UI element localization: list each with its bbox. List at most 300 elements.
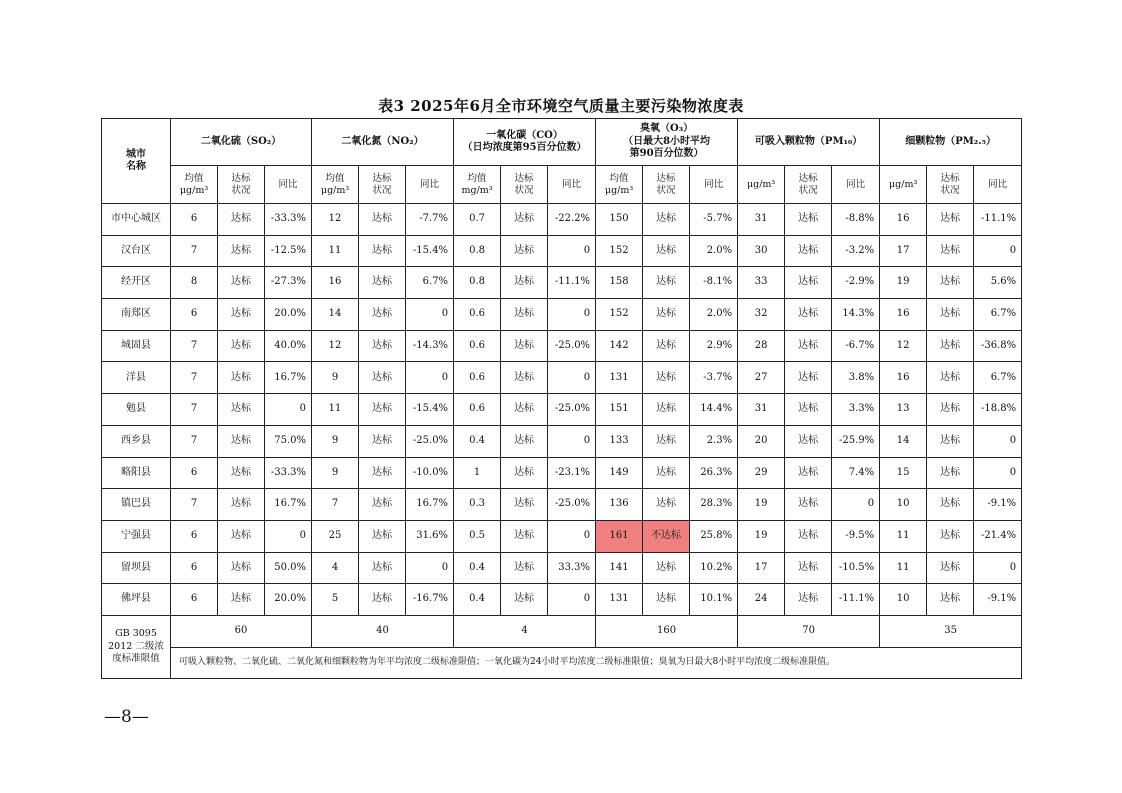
yoy-cell: -25.0% bbox=[548, 394, 596, 426]
status-cell: 达标 bbox=[501, 235, 548, 267]
value-cell: 0.5 bbox=[454, 520, 501, 552]
status-cell: 达标 bbox=[643, 362, 690, 394]
yoy-cell: -25.0% bbox=[548, 330, 596, 362]
standard-limit-cell: 40 bbox=[312, 615, 454, 647]
status-header: 达标 状况 bbox=[218, 166, 265, 204]
status-cell: 不达标 bbox=[643, 520, 690, 552]
yoy-cell: -23.1% bbox=[548, 457, 596, 489]
yoy-cell: 16.7% bbox=[406, 489, 454, 521]
yoy-cell: 7.4% bbox=[832, 457, 880, 489]
status-cell: 达标 bbox=[785, 235, 832, 267]
value-cell: 6 bbox=[171, 299, 218, 331]
value-cell: 9 bbox=[312, 457, 359, 489]
yoy-cell: -11.1% bbox=[974, 204, 1022, 236]
status-cell: 达标 bbox=[785, 552, 832, 584]
status-cell: 达标 bbox=[785, 394, 832, 426]
table-row bbox=[102, 235, 1022, 267]
city-name-cell: 略阳县 bbox=[102, 457, 171, 489]
value-cell: 27 bbox=[738, 362, 785, 394]
value-cell: 1 bbox=[454, 457, 501, 489]
yoy-cell: 3.3% bbox=[832, 394, 880, 426]
status-cell: 达标 bbox=[218, 362, 265, 394]
status-cell: 达标 bbox=[218, 330, 265, 362]
status-cell: 达标 bbox=[359, 330, 406, 362]
status-cell: 达标 bbox=[359, 204, 406, 236]
yoy-cell: -2.9% bbox=[832, 267, 880, 299]
value-cell: 131 bbox=[596, 362, 643, 394]
status-header: 达标 状况 bbox=[501, 166, 548, 204]
status-cell: 达标 bbox=[643, 330, 690, 362]
city-name-cell: 勉县 bbox=[102, 394, 171, 426]
table-row bbox=[102, 457, 1022, 489]
value-cell: 31 bbox=[738, 394, 785, 426]
status-cell: 达标 bbox=[501, 552, 548, 584]
table-body bbox=[102, 204, 1022, 616]
header-group-row bbox=[102, 119, 1022, 166]
status-cell: 达标 bbox=[501, 267, 548, 299]
status-cell: 达标 bbox=[218, 584, 265, 616]
status-cell: 达标 bbox=[218, 235, 265, 267]
yoy-cell: -36.8% bbox=[974, 330, 1022, 362]
co-group-header: 一氧化碳（CO） （日均浓度第95百分位数） bbox=[454, 119, 596, 166]
status-header: 达标 状况 bbox=[359, 166, 406, 204]
status-cell: 达标 bbox=[501, 520, 548, 552]
value-cell: 0.4 bbox=[454, 552, 501, 584]
unit-header: 均值 mg/m³ bbox=[454, 166, 501, 204]
yoy-cell: 26.3% bbox=[690, 457, 738, 489]
yoy-cell: 6.7% bbox=[974, 299, 1022, 331]
status-cell: 达标 bbox=[643, 457, 690, 489]
city-name-cell: 经开区 bbox=[102, 267, 171, 299]
status-cell: 达标 bbox=[359, 362, 406, 394]
status-cell: 达标 bbox=[359, 552, 406, 584]
value-cell: 7 bbox=[312, 489, 359, 521]
status-cell: 达标 bbox=[218, 520, 265, 552]
value-cell: 0.8 bbox=[454, 267, 501, 299]
value-cell: 0.4 bbox=[454, 584, 501, 616]
yoy-cell: 0 bbox=[406, 552, 454, 584]
yoy-cell: -25.0% bbox=[548, 489, 596, 521]
yoy-cell: -3.2% bbox=[832, 235, 880, 267]
yoy-cell: -9.1% bbox=[974, 489, 1022, 521]
status-cell: 达标 bbox=[927, 362, 974, 394]
standard-limit-cell: 4 bbox=[454, 615, 596, 647]
value-cell: 16 bbox=[880, 204, 927, 236]
yoy-header: 同比 bbox=[832, 166, 880, 204]
status-cell: 达标 bbox=[218, 425, 265, 457]
yoy-cell: 75.0% bbox=[265, 425, 312, 457]
value-cell: 142 bbox=[596, 330, 643, 362]
status-cell: 达标 bbox=[785, 489, 832, 521]
status-cell: 达标 bbox=[927, 330, 974, 362]
status-cell: 达标 bbox=[501, 584, 548, 616]
yoy-cell: 0 bbox=[548, 584, 596, 616]
table-row bbox=[102, 552, 1022, 584]
yoy-cell: 14.3% bbox=[832, 299, 880, 331]
page-number: —8— bbox=[104, 707, 149, 727]
status-cell: 达标 bbox=[218, 299, 265, 331]
status-cell: 达标 bbox=[927, 267, 974, 299]
city-name-cell: 佛坪县 bbox=[102, 584, 171, 616]
value-cell: 158 bbox=[596, 267, 643, 299]
yoy-cell: 0 bbox=[974, 235, 1022, 267]
yoy-cell: 10.1% bbox=[690, 584, 738, 616]
value-cell: 133 bbox=[596, 425, 643, 457]
value-cell: 11 bbox=[880, 552, 927, 584]
status-cell: 达标 bbox=[927, 394, 974, 426]
yoy-cell: 0 bbox=[406, 299, 454, 331]
value-cell: 17 bbox=[738, 552, 785, 584]
value-cell: 10 bbox=[880, 584, 927, 616]
yoy-header: 同比 bbox=[548, 166, 596, 204]
yoy-cell: 0 bbox=[974, 552, 1022, 584]
status-cell: 达标 bbox=[218, 394, 265, 426]
value-cell: 150 bbox=[596, 204, 643, 236]
city-name-cell: 西乡县 bbox=[102, 425, 171, 457]
status-header: 达标 状况 bbox=[785, 166, 832, 204]
city-column-header: 城市 名称 bbox=[102, 119, 171, 204]
value-cell: 9 bbox=[312, 362, 359, 394]
value-cell: 7 bbox=[171, 394, 218, 426]
value-cell: 6 bbox=[171, 457, 218, 489]
table-row bbox=[102, 394, 1022, 426]
yoy-cell: -5.7% bbox=[690, 204, 738, 236]
status-cell: 达标 bbox=[927, 584, 974, 616]
table-row bbox=[102, 489, 1022, 521]
status-cell: 达标 bbox=[359, 489, 406, 521]
standard-limit-cell: 70 bbox=[738, 615, 880, 647]
status-cell: 达标 bbox=[643, 489, 690, 521]
yoy-cell: 20.0% bbox=[265, 584, 312, 616]
standard-note-row bbox=[102, 647, 1022, 678]
status-cell: 达标 bbox=[359, 235, 406, 267]
yoy-header: 同比 bbox=[974, 166, 1022, 204]
city-name-cell: 镇巴县 bbox=[102, 489, 171, 521]
pm10-group-header: 可吸入颗粒物（PM₁₀） bbox=[738, 119, 880, 166]
yoy-cell: 28.3% bbox=[690, 489, 738, 521]
value-cell: 152 bbox=[596, 235, 643, 267]
status-cell: 达标 bbox=[785, 584, 832, 616]
yoy-cell: 2.0% bbox=[690, 235, 738, 267]
value-cell: 32 bbox=[738, 299, 785, 331]
table-row bbox=[102, 362, 1022, 394]
status-cell: 达标 bbox=[501, 394, 548, 426]
status-cell: 达标 bbox=[785, 425, 832, 457]
value-cell: 19 bbox=[738, 520, 785, 552]
yoy-cell: -16.7% bbox=[406, 584, 454, 616]
yoy-cell: 10.2% bbox=[690, 552, 738, 584]
yoy-cell: 0 bbox=[548, 362, 596, 394]
value-cell: 7 bbox=[171, 330, 218, 362]
status-cell: 达标 bbox=[501, 489, 548, 521]
value-cell: 161 bbox=[596, 520, 643, 552]
value-cell: 7 bbox=[171, 425, 218, 457]
status-header: 达标 状况 bbox=[643, 166, 690, 204]
value-cell: 0.6 bbox=[454, 362, 501, 394]
yoy-cell: 14.4% bbox=[690, 394, 738, 426]
status-cell: 达标 bbox=[359, 584, 406, 616]
standard-limit-cell: 35 bbox=[880, 615, 1022, 647]
yoy-cell: 0 bbox=[974, 425, 1022, 457]
value-cell: 16 bbox=[312, 267, 359, 299]
city-name-cell: 汉台区 bbox=[102, 235, 171, 267]
standard-limit-cell: 160 bbox=[596, 615, 738, 647]
yoy-cell: 6.7% bbox=[974, 362, 1022, 394]
status-cell: 达标 bbox=[785, 204, 832, 236]
value-cell: 131 bbox=[596, 584, 643, 616]
value-cell: 7 bbox=[171, 362, 218, 394]
standard-limit-cell: 60 bbox=[171, 615, 312, 647]
table-row bbox=[102, 584, 1022, 616]
yoy-header: 同比 bbox=[690, 166, 738, 204]
value-cell: 11 bbox=[312, 235, 359, 267]
yoy-cell: 0 bbox=[548, 299, 596, 331]
value-cell: 4 bbox=[312, 552, 359, 584]
value-cell: 14 bbox=[312, 299, 359, 331]
yoy-cell: 0 bbox=[974, 457, 1022, 489]
status-cell: 达标 bbox=[359, 394, 406, 426]
value-cell: 6 bbox=[171, 204, 218, 236]
yoy-cell: -25.9% bbox=[832, 425, 880, 457]
status-cell: 达标 bbox=[218, 552, 265, 584]
status-cell: 达标 bbox=[785, 330, 832, 362]
status-cell: 达标 bbox=[927, 425, 974, 457]
status-cell: 达标 bbox=[927, 204, 974, 236]
yoy-cell: -14.3% bbox=[406, 330, 454, 362]
value-cell: 6 bbox=[171, 552, 218, 584]
status-cell: 达标 bbox=[359, 457, 406, 489]
value-cell: 28 bbox=[738, 330, 785, 362]
status-cell: 达标 bbox=[643, 267, 690, 299]
value-cell: 25 bbox=[312, 520, 359, 552]
status-cell: 达标 bbox=[785, 520, 832, 552]
status-cell: 达标 bbox=[927, 235, 974, 267]
status-cell: 达标 bbox=[643, 204, 690, 236]
status-cell: 达标 bbox=[501, 330, 548, 362]
status-cell: 达标 bbox=[359, 267, 406, 299]
yoy-cell: 0 bbox=[548, 235, 596, 267]
status-cell: 达标 bbox=[643, 584, 690, 616]
yoy-cell: 0 bbox=[265, 394, 312, 426]
unit-header: μg/m³ bbox=[880, 166, 927, 204]
value-cell: 11 bbox=[880, 520, 927, 552]
yoy-cell: -8.1% bbox=[690, 267, 738, 299]
value-cell: 149 bbox=[596, 457, 643, 489]
status-cell: 达标 bbox=[785, 267, 832, 299]
yoy-cell: 0 bbox=[548, 425, 596, 457]
value-cell: 152 bbox=[596, 299, 643, 331]
yoy-cell: 6.7% bbox=[406, 267, 454, 299]
value-cell: 6 bbox=[171, 520, 218, 552]
status-cell: 达标 bbox=[501, 362, 548, 394]
value-cell: 15 bbox=[880, 457, 927, 489]
value-cell: 7 bbox=[171, 235, 218, 267]
status-cell: 达标 bbox=[927, 457, 974, 489]
status-cell: 达标 bbox=[785, 457, 832, 489]
table-title: 表3 2025年6月全市环境空气质量主要污染物浓度表 bbox=[378, 97, 744, 115]
status-header: 达标 状况 bbox=[927, 166, 974, 204]
yoy-cell: -10.5% bbox=[832, 552, 880, 584]
status-cell: 达标 bbox=[643, 299, 690, 331]
value-cell: 0.6 bbox=[454, 394, 501, 426]
status-cell: 达标 bbox=[643, 425, 690, 457]
pollutant-concentration-table bbox=[101, 118, 1022, 679]
yoy-cell: 40.0% bbox=[265, 330, 312, 362]
yoy-cell: -3.7% bbox=[690, 362, 738, 394]
value-cell: 9 bbox=[312, 425, 359, 457]
city-name-cell: 宁强县 bbox=[102, 520, 171, 552]
value-cell: 151 bbox=[596, 394, 643, 426]
yoy-cell: 50.0% bbox=[265, 552, 312, 584]
city-name-cell: 洋县 bbox=[102, 362, 171, 394]
yoy-cell: -15.4% bbox=[406, 394, 454, 426]
value-cell: 19 bbox=[880, 267, 927, 299]
value-cell: 0.3 bbox=[454, 489, 501, 521]
value-cell: 13 bbox=[880, 394, 927, 426]
yoy-cell: -7.7% bbox=[406, 204, 454, 236]
status-cell: 达标 bbox=[927, 489, 974, 521]
value-cell: 24 bbox=[738, 584, 785, 616]
status-cell: 达标 bbox=[927, 552, 974, 584]
status-cell: 达标 bbox=[927, 299, 974, 331]
unit-header: 均值 μg/m³ bbox=[312, 166, 359, 204]
status-cell: 达标 bbox=[218, 267, 265, 299]
yoy-cell: -25.0% bbox=[406, 425, 454, 457]
status-cell: 达标 bbox=[643, 394, 690, 426]
status-cell: 达标 bbox=[359, 520, 406, 552]
yoy-cell: 16.7% bbox=[265, 489, 312, 521]
yoy-cell: 3.8% bbox=[832, 362, 880, 394]
value-cell: 0.6 bbox=[454, 330, 501, 362]
value-cell: 6 bbox=[171, 584, 218, 616]
status-cell: 达标 bbox=[501, 299, 548, 331]
yoy-cell: 2.9% bbox=[690, 330, 738, 362]
city-name-cell: 市中心城区 bbox=[102, 204, 171, 236]
yoy-cell: 20.0% bbox=[265, 299, 312, 331]
standard-limit-row bbox=[102, 615, 1022, 647]
yoy-cell: -8.8% bbox=[832, 204, 880, 236]
yoy-cell: 0 bbox=[832, 489, 880, 521]
yoy-cell: -11.1% bbox=[548, 267, 596, 299]
value-cell: 0.7 bbox=[454, 204, 501, 236]
value-cell: 16 bbox=[880, 362, 927, 394]
value-cell: 16 bbox=[880, 299, 927, 331]
value-cell: 20 bbox=[738, 425, 785, 457]
status-cell: 达标 bbox=[218, 457, 265, 489]
yoy-cell: -33.3% bbox=[265, 457, 312, 489]
status-cell: 达标 bbox=[785, 362, 832, 394]
status-cell: 达标 bbox=[927, 520, 974, 552]
yoy-cell: -10.0% bbox=[406, 457, 454, 489]
table-row bbox=[102, 299, 1022, 331]
header-sub-row bbox=[102, 166, 1022, 204]
status-cell: 达标 bbox=[218, 489, 265, 521]
status-cell: 达标 bbox=[501, 204, 548, 236]
yoy-cell: 2.3% bbox=[690, 425, 738, 457]
yoy-cell: 0 bbox=[406, 362, 454, 394]
yoy-cell: 33.3% bbox=[548, 552, 596, 584]
value-cell: 141 bbox=[596, 552, 643, 584]
yoy-cell: 2.0% bbox=[690, 299, 738, 331]
yoy-header: 同比 bbox=[265, 166, 312, 204]
yoy-cell: -27.3% bbox=[265, 267, 312, 299]
value-cell: 136 bbox=[596, 489, 643, 521]
status-cell: 达标 bbox=[643, 552, 690, 584]
value-cell: 12 bbox=[312, 204, 359, 236]
yoy-cell: 0 bbox=[548, 520, 596, 552]
table-row bbox=[102, 425, 1022, 457]
yoy-cell: 5.6% bbox=[974, 267, 1022, 299]
value-cell: 10 bbox=[880, 489, 927, 521]
yoy-cell: -33.3% bbox=[265, 204, 312, 236]
status-cell: 达标 bbox=[359, 425, 406, 457]
unit-header: 均值 μg/m³ bbox=[596, 166, 643, 204]
value-cell: 12 bbox=[312, 330, 359, 362]
table-row bbox=[102, 520, 1022, 552]
table-row bbox=[102, 267, 1022, 299]
yoy-cell: -6.7% bbox=[832, 330, 880, 362]
yoy-header: 同比 bbox=[406, 166, 454, 204]
city-name-cell: 留坝县 bbox=[102, 552, 171, 584]
status-cell: 达标 bbox=[359, 299, 406, 331]
status-cell: 达标 bbox=[643, 235, 690, 267]
o3-group-header: 臭氧（O₃） （日最大8小时平均 第90百分位数） bbox=[596, 119, 738, 166]
value-cell: 33 bbox=[738, 267, 785, 299]
so2-group-header: 二氧化硫（SO₂） bbox=[171, 119, 312, 166]
yoy-cell: -15.4% bbox=[406, 235, 454, 267]
status-cell: 达标 bbox=[501, 457, 548, 489]
yoy-cell: 16.7% bbox=[265, 362, 312, 394]
value-cell: 19 bbox=[738, 489, 785, 521]
value-cell: 17 bbox=[880, 235, 927, 267]
no2-group-header: 二氧化氮（NO₂） bbox=[312, 119, 454, 166]
yoy-cell: -9.1% bbox=[974, 584, 1022, 616]
yoy-cell: 25.8% bbox=[690, 520, 738, 552]
standard-note: 可吸入颗粒物、二氧化硫、二氧化氮和细颗粒物为年平均浓度二级标准限值；一氧化碳为24小时平均浓度二级标准限值；臭氧为日最大8小时平均浓度二级标准限值。 bbox=[171, 647, 1022, 678]
yoy-cell: -22.2% bbox=[548, 204, 596, 236]
table-row bbox=[102, 330, 1022, 362]
value-cell: 5 bbox=[312, 584, 359, 616]
yoy-cell: 31.6% bbox=[406, 520, 454, 552]
status-cell: 达标 bbox=[218, 204, 265, 236]
value-cell: 11 bbox=[312, 394, 359, 426]
table-row bbox=[102, 204, 1022, 236]
yoy-cell: 0 bbox=[265, 520, 312, 552]
status-cell: 达标 bbox=[785, 299, 832, 331]
yoy-cell: -18.8% bbox=[974, 394, 1022, 426]
value-cell: 31 bbox=[738, 204, 785, 236]
yoy-cell: -9.5% bbox=[832, 520, 880, 552]
value-cell: 29 bbox=[738, 457, 785, 489]
value-cell: 14 bbox=[880, 425, 927, 457]
city-name-cell: 南郑区 bbox=[102, 299, 171, 331]
yoy-cell: -12.5% bbox=[265, 235, 312, 267]
value-cell: 0.6 bbox=[454, 299, 501, 331]
status-cell: 达标 bbox=[501, 425, 548, 457]
unit-header: μg/m³ bbox=[738, 166, 785, 204]
unit-header: 均值 μg/m³ bbox=[171, 166, 218, 204]
value-cell: 12 bbox=[880, 330, 927, 362]
pm25-group-header: 细颗粒物（PM₂.₅） bbox=[880, 119, 1022, 166]
value-cell: 7 bbox=[171, 489, 218, 521]
yoy-cell: -21.4% bbox=[974, 520, 1022, 552]
value-cell: 30 bbox=[738, 235, 785, 267]
value-cell: 0.8 bbox=[454, 235, 501, 267]
yoy-cell: -11.1% bbox=[832, 584, 880, 616]
city-name-cell: 城固县 bbox=[102, 330, 171, 362]
value-cell: 8 bbox=[171, 267, 218, 299]
standard-label: GB 3095 2012 二级浓 度标准限值 bbox=[102, 615, 171, 678]
